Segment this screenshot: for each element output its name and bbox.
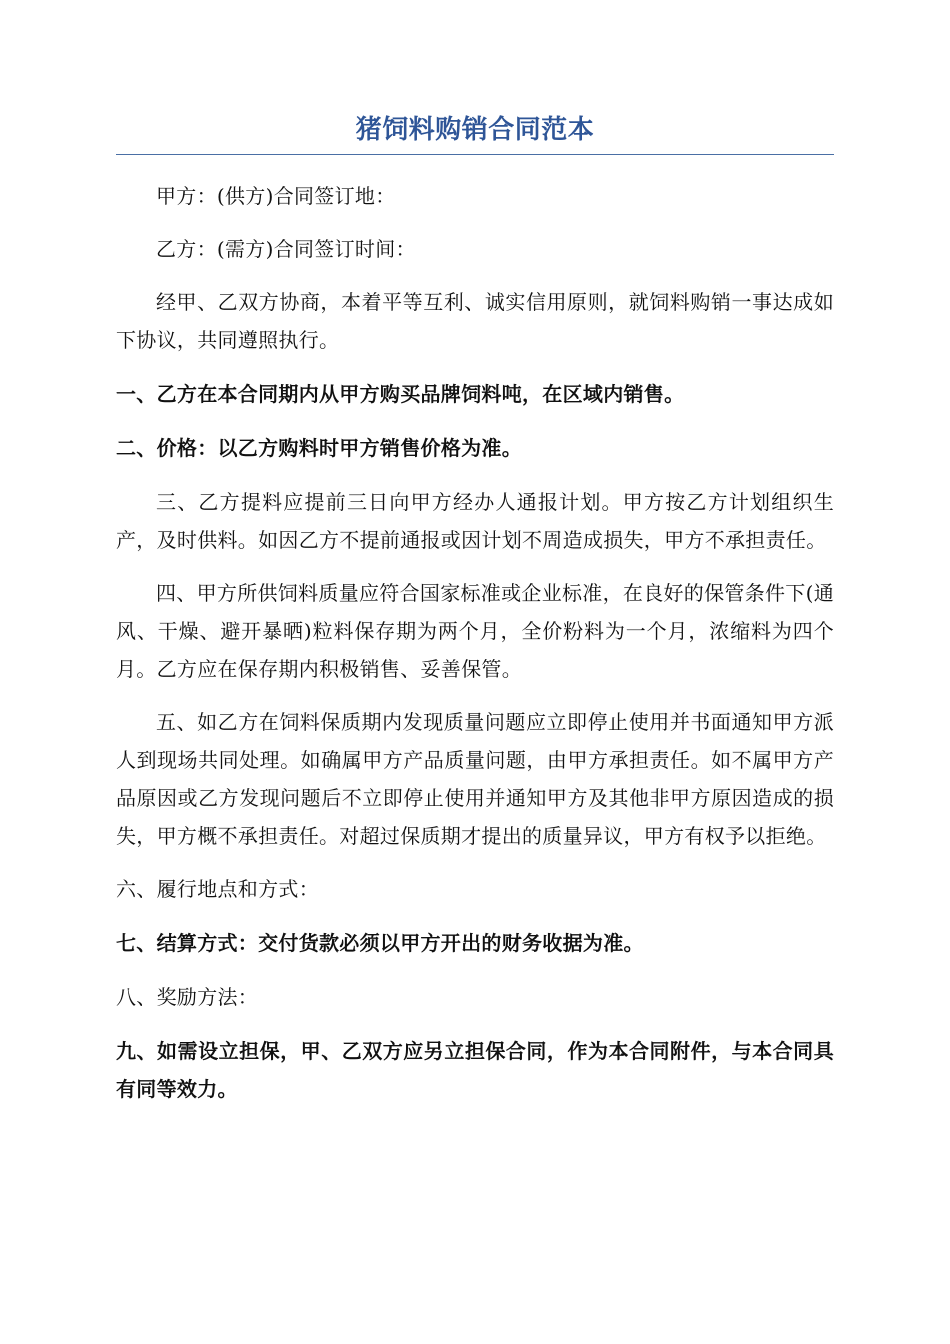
clause-6: 六、履行地点和方式： [116, 877, 319, 901]
clause-1: 一、乙方在本合同期内从甲方购买品牌饲料吨，在区域内销售。 [116, 382, 685, 406]
party-a-line: 甲方：(供方)合同签订地： [156, 184, 396, 208]
clause-4: 四、甲方所供饲料质量应符合国家标准或企业标准，在良好的保管条件下(通风、干燥、避开暴晒)粒料保存期为两个月，全价粉料为一个月，浓缩料为四个月。乙方应在保存期内积极销售、妥善保管。 [116, 581, 835, 681]
clause-7: 七、结算方式：交付货款必须以甲方开出的财务收据为准。 [116, 931, 644, 955]
document-title: 猪饲料购销合同范本 [116, 112, 834, 155]
party-b-line: 乙方：(需方)合同签订时间： [156, 237, 416, 261]
clause-5: 五、如乙方在饲料保质期内发现质量问题应立即停止使用并书面通知甲方派人到现场共同处理。如确属甲方产品质量问题，由甲方承担责任。如不属甲方产品原因或乙方发现问题后不立即停止使用并通知甲方及其他非甲方原因造成的损失，甲方概不承担责任。对超过保质期才提出的质量异议，甲方有权予以拒绝。 [116, 710, 834, 848]
clause-3: 三、乙方提料应提前三日向甲方经办人通报计划。甲方按乙方计划组织生产，及时供料。如因乙方不提前通报或因计划不周造成损失，甲方不承担责任。 [116, 490, 834, 552]
document-page [116, 112, 834, 1108]
clause-8: 八、奖励方法： [116, 985, 259, 1009]
clause-9: 九、如需设立担保，甲、乙双方应另立担保合同，作为本合同附件，与本合同具有同等效力。 [116, 1039, 834, 1101]
clause-2: 二、价格：以乙方购料时甲方销售价格为准。 [116, 436, 522, 460]
intro-paragraph: 经甲、乙双方协商，本着平等互利、诚实信用原则，就饲料购销一事达成如下协议，共同遵照执行。 [116, 290, 834, 352]
